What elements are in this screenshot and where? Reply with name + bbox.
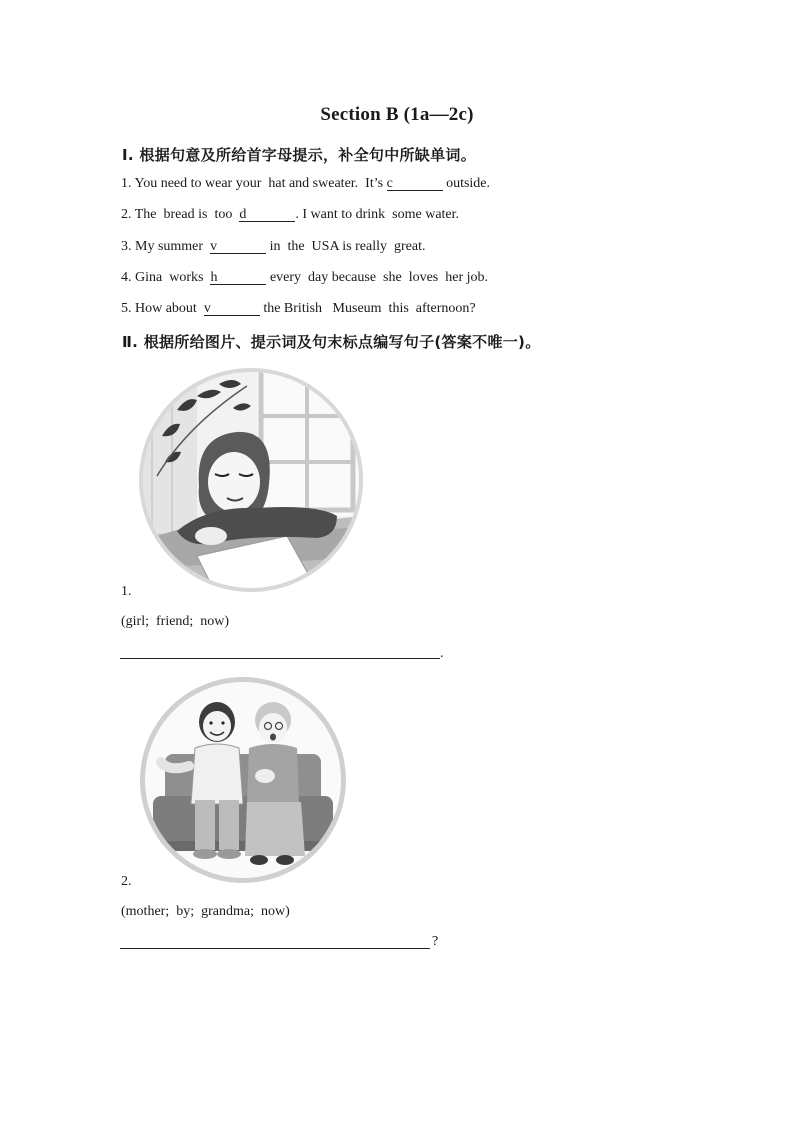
question-5-line [121, 301, 476, 317]
mother-grandma-sofa-illustration [139, 676, 347, 884]
picture-2-hint: (mother; by; grandma; now) [121, 904, 290, 919]
question-2-tail: . I want to drink some water. [295, 207, 460, 222]
question-3-text: 3. My summer [121, 239, 211, 254]
question-2-text: 2. The bread is too [121, 207, 240, 222]
question-5-letter: v [203, 301, 211, 316]
picture-1-hint: (girl; friend; now) [121, 614, 230, 629]
question-3-blank[interactable] [210, 239, 266, 254]
part1-heading: Ⅰ. 根据句意及所给首字母提示，补全句中所缺单词。 [122, 146, 477, 164]
answer-2-end-punct: ? [432, 934, 439, 949]
question-5-text: 5. How about [121, 301, 204, 316]
question-2-line [121, 207, 459, 223]
question-2-blank[interactable] [239, 207, 295, 222]
girl-resting-illustration [137, 366, 365, 594]
question-1-tail: outside. [442, 176, 491, 191]
question-5-blank[interactable] [204, 301, 260, 316]
question-1-blank[interactable] [387, 176, 443, 191]
picture-2-number: 2. [121, 874, 132, 889]
answer-line-1[interactable] [120, 658, 440, 659]
answer-line-2[interactable] [120, 948, 430, 949]
question-3-line [121, 239, 425, 255]
question-1-line [121, 176, 490, 192]
question-4-line [121, 270, 488, 286]
question-3-tail: in the USA is really great. [266, 239, 426, 254]
question-2-letter: d [239, 207, 247, 222]
question-1-letter: c [386, 176, 393, 191]
question-5-tail: the British Museum this afternoon? [259, 301, 476, 316]
question-4-letter: h [210, 270, 218, 285]
question-4-text: 4. Gina works [121, 270, 211, 285]
question-4-tail: every day because she loves her job. [266, 270, 489, 285]
page-title: Section B (1a—2c) [320, 104, 474, 125]
question-1-text: 1. You need to wear your hat and sweater. It’s [121, 176, 387, 191]
part2-heading: Ⅱ. 根据所给图片、提示词及句末标点编写句子(答案不唯一)。 [122, 333, 541, 351]
question-4-blank[interactable] [210, 270, 266, 285]
picture-1-number: 1. [121, 584, 132, 599]
question-3-letter: v [210, 239, 218, 254]
answer-1-end-punct: . [440, 646, 444, 661]
